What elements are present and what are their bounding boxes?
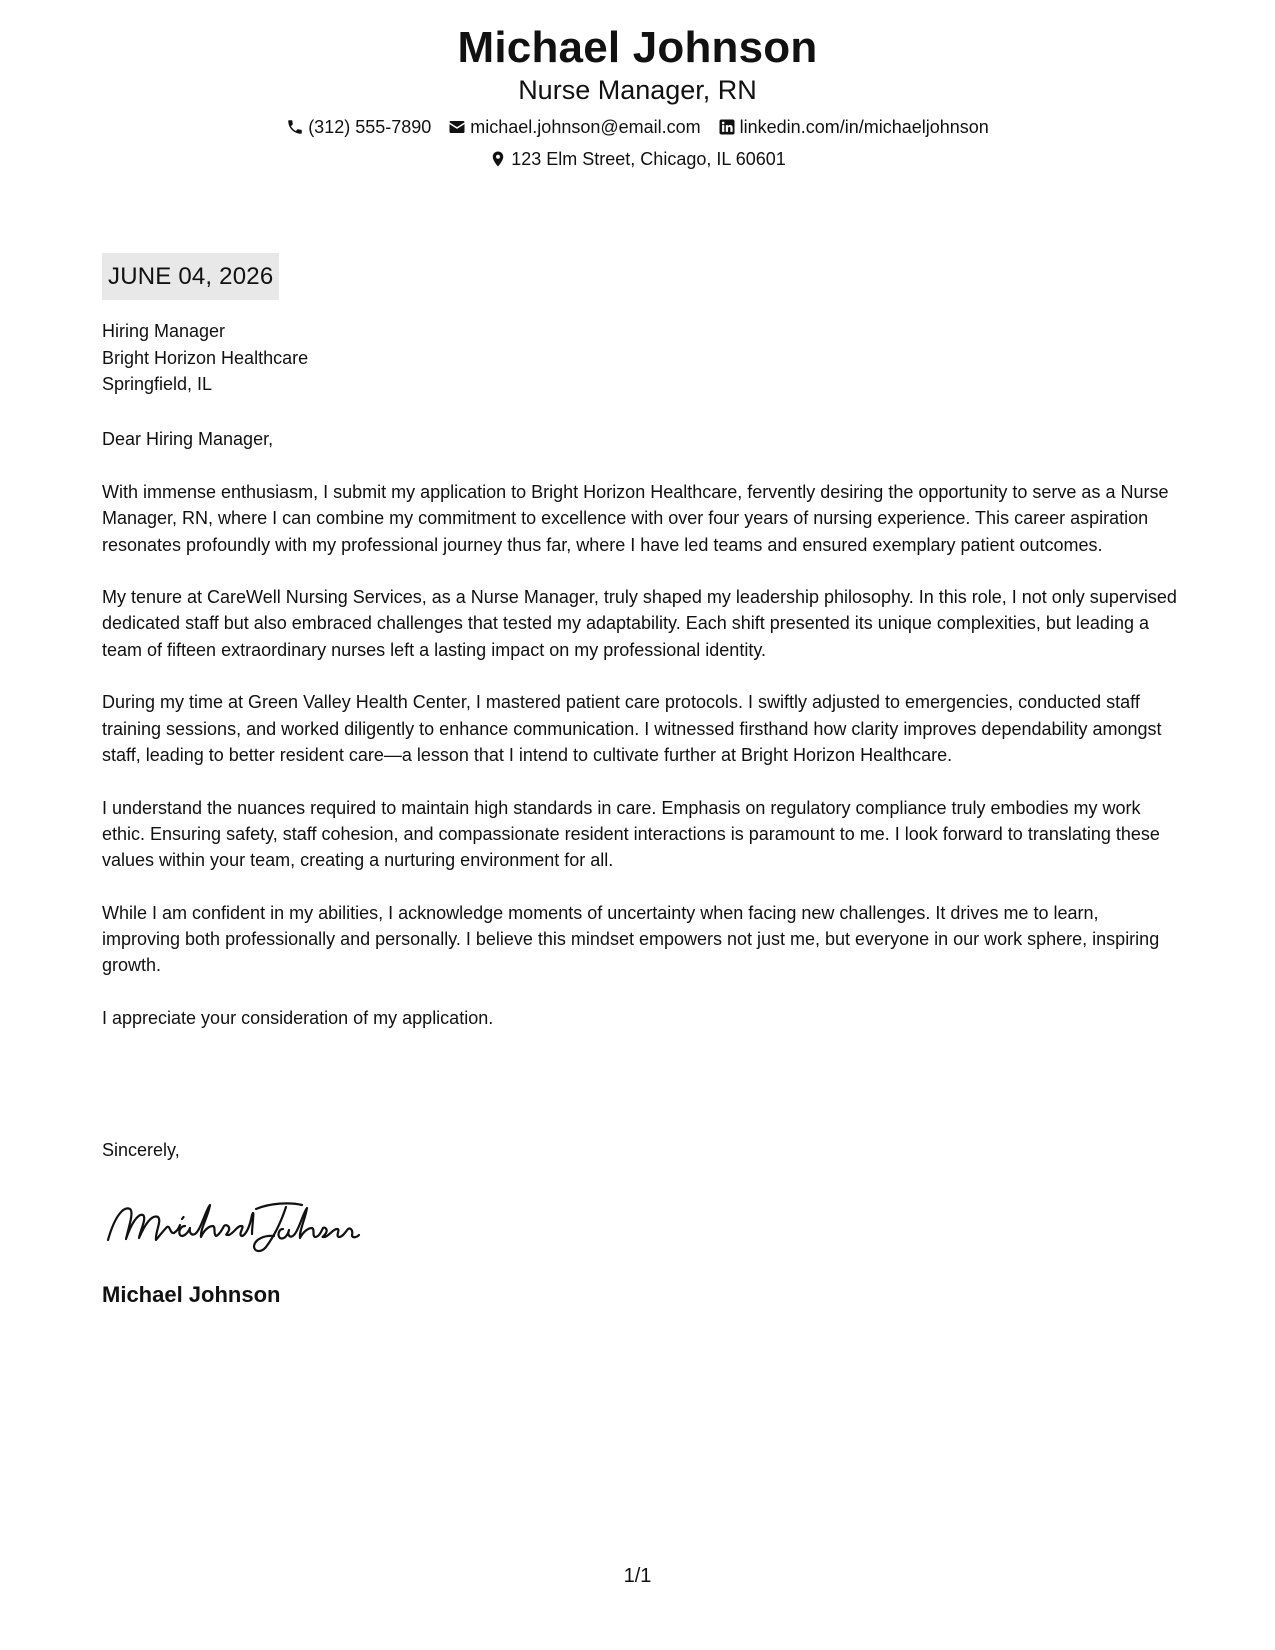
body-paragraph: I understand the nuances required to maintain high standards in care. Emphasis on regulatory compliance truly embodies my work ethic. Ensuring safety, staff cohesion, and compassionate resident interactions is paramount to me. I look forward to translating these values within your team, creating a nurturing environment for all. [102, 797, 1160, 871]
street-address: 123 Elm Street, Chicago, IL 60601 [511, 149, 786, 169]
body-paragraph: During my time at Green Valley Health Center, I mastered patient care protocols. I swiftly adjusted to emergencies, conducted staff training sessions, and worked diligently to enhance communication. I witnessed firsthand how clarity improves dependability amongst staff, leading to better resident care—a lesson that I intend to cultivate further at Bright Horizon Healthcare. [102, 692, 1162, 765]
page-number: 1/1 [623, 1565, 652, 1587]
body-paragraph: I appreciate your consideration of my application. [102, 1007, 494, 1028]
recipient-company: Bright Horizon Healthcare [102, 347, 309, 368]
phone-number: (312) 555-7890 [308, 117, 432, 137]
linkedin-url[interactable]: linkedin.com/in/michaeljohnson [739, 117, 989, 137]
linkedin-icon [718, 118, 736, 136]
salutation: Dear Hiring Manager, [102, 429, 274, 449]
closing-line: Sincerely, [102, 1140, 180, 1160]
recipient-block [102, 318, 308, 398]
body-paragraph: With immense enthusiasm, I submit my application to Bright Horizon Healthcare, fervently desiring the opportunity to serve as a Nurse Manager, RN, where I can combine my commitment to excellence with over four years of nursing experience. This career aspiration resonates profoundly with my professional journey thus far, where I have led teams and ensured exemplary patient outcomes. [102, 482, 1169, 555]
letter-date: JUNE 04, 2026 [102, 253, 279, 300]
email-address[interactable]: michael.johnson@email.com [470, 117, 701, 137]
signed-name: Michael Johnson [102, 1282, 281, 1307]
address-contact [489, 148, 786, 170]
letter-body [102, 479, 1177, 1058]
handwritten-signature [100, 1195, 370, 1255]
phone-contact [286, 116, 431, 138]
applicant-name: Michael Johnson [457, 23, 818, 72]
body-paragraph: While I am confident in my abilities, I acknowledge moments of uncertainty when facing new challenges. It drives me to learn, improving both professionally and personally. I believe this mindset empowers not just me, but everyone in our work sphere, inspiring growth. [102, 902, 1160, 976]
contact-row [0, 116, 1275, 138]
body-paragraph: My tenure at CareWell Nursing Services, as a Nurse Manager, truly shaped my leadership philosophy. In this role, I not only supervised dedicated staff but also embraced challenges that tested my adaptability. Each shift presented its unique complexities, but leading a team of fifteen extraordinary nurses left a lasting impact on my professional identity. [102, 587, 1177, 660]
envelope-icon [448, 118, 466, 136]
recipient-location: Springfield, IL [102, 374, 213, 394]
letter-header [0, 20, 1275, 170]
email-contact [448, 116, 700, 138]
linkedin-contact [718, 116, 989, 138]
map-pin-icon [489, 150, 507, 168]
phone-icon [286, 118, 304, 136]
address-row [0, 148, 1275, 170]
recipient-name: Hiring Manager [102, 321, 226, 341]
applicant-title: Nurse Manager, RN [518, 75, 757, 105]
